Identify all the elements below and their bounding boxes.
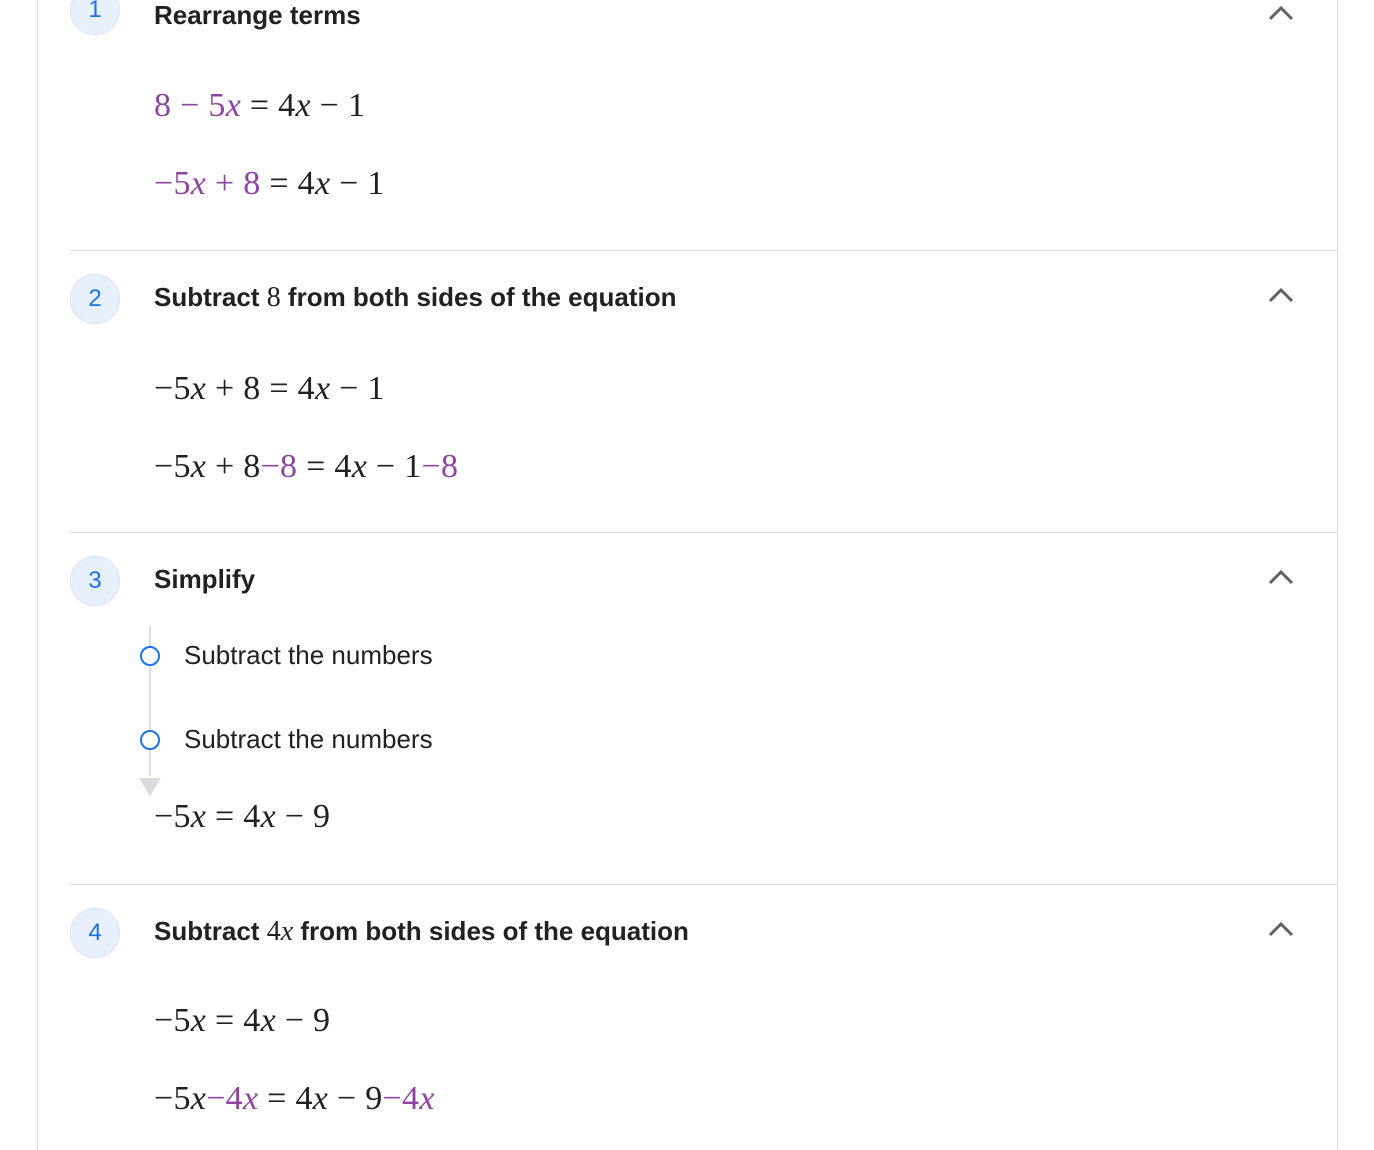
chevron-up-icon[interactable] — [1268, 564, 1294, 590]
equation: −5x = 4x − 9 — [154, 1002, 331, 1039]
step-number-badge: 4 — [70, 908, 120, 958]
circle-icon — [140, 730, 160, 750]
chevron-up-icon[interactable] — [1268, 282, 1294, 308]
step-number-badge: 2 — [70, 274, 120, 324]
step-divider — [70, 532, 1338, 533]
chevron-up-icon[interactable] — [1268, 916, 1294, 942]
substep-label[interactable]: Subtract the numbers — [184, 724, 433, 754]
arrow-down-icon — [139, 778, 161, 796]
equation: −5x−4x = 4x − 9−4x — [154, 1080, 435, 1117]
circle-icon — [140, 646, 160, 666]
step-number-badge: 1 — [70, 0, 120, 35]
substep-label[interactable]: Subtract the numbers — [184, 640, 433, 670]
equation: −5x + 8 = 4x − 1 — [154, 370, 385, 407]
step-divider — [70, 884, 1338, 885]
equation: −5x = 4x − 9 — [154, 798, 331, 835]
step-title: Subtract 4x from both sides of the equation — [154, 916, 689, 947]
step-title: Simplify — [154, 564, 256, 594]
step-title: Subtract 8 from both sides of the equation — [154, 282, 677, 313]
step-number-badge: 3 — [70, 556, 120, 606]
equation: 8 − 5x = 4x − 1 — [154, 87, 366, 124]
equation: −5x + 8 = 4x − 1 — [154, 165, 385, 202]
equation: −5x + 8−8 = 4x − 1−8 — [154, 448, 459, 485]
step-title: Rearrange terms — [154, 0, 361, 30]
chevron-up-icon[interactable] — [1268, 0, 1294, 26]
solution-steps-card — [37, 0, 1338, 1150]
step-divider — [70, 250, 1338, 251]
